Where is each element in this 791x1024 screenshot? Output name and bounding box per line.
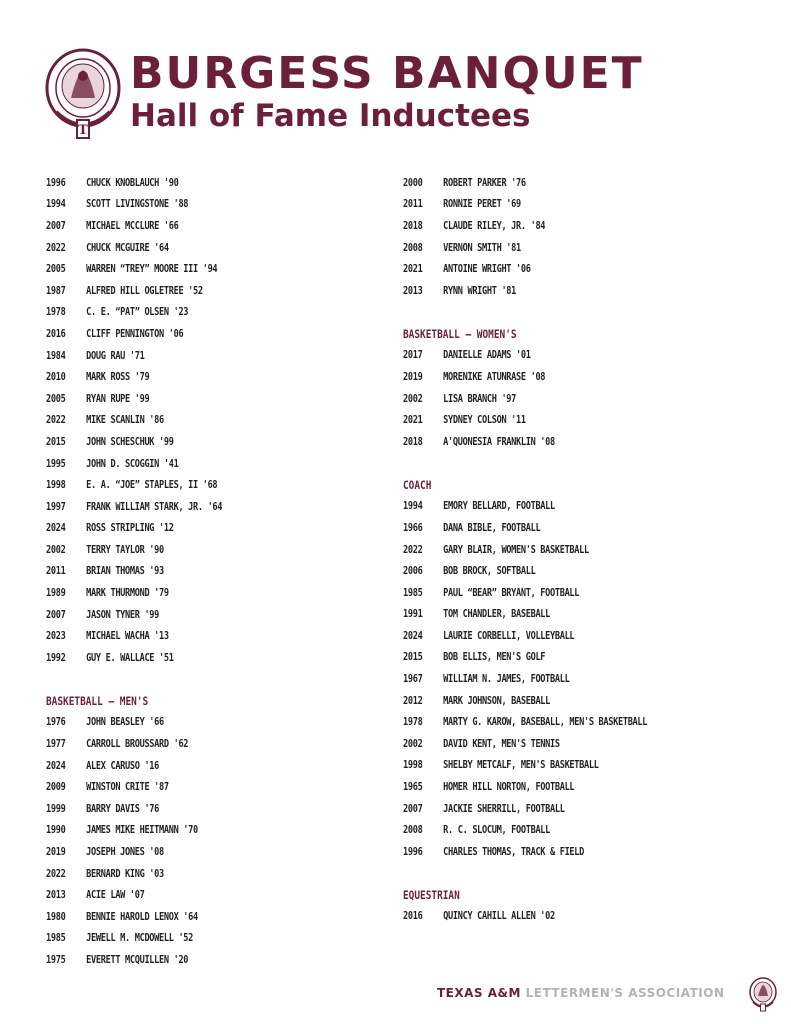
inductee-name: BENNIE HAROLD LENOX '64 bbox=[86, 910, 198, 923]
inductee-name: DAVID KENT, MEN'S TENNIS bbox=[443, 737, 560, 750]
inductee-name: MARK JOHNSON, BASEBALL bbox=[443, 694, 551, 707]
inductee-name: MIKE SCANLIN '86 bbox=[86, 414, 164, 427]
induction-year: 1998 bbox=[403, 759, 423, 772]
inductee-row bbox=[403, 582, 706, 604]
inductee-list-coach bbox=[403, 496, 773, 863]
footer-organization bbox=[437, 986, 724, 1000]
inductee-row bbox=[403, 517, 706, 539]
inductee-row bbox=[403, 215, 706, 237]
inductee-row bbox=[403, 776, 706, 798]
inductee-row bbox=[46, 258, 317, 280]
induction-year: 2002 bbox=[403, 392, 423, 405]
section-heading-mens-basketball: BASKETBALL – MEN'S bbox=[46, 693, 149, 708]
inductee-row bbox=[46, 604, 317, 626]
inductee-row bbox=[403, 755, 706, 777]
inductee-name: WILLIAM N. JAMES, FOOTBALL bbox=[443, 673, 570, 686]
inductee-row bbox=[403, 711, 706, 733]
inductee-row bbox=[46, 237, 317, 259]
induction-year: 2017 bbox=[403, 349, 423, 362]
induction-year: 2011 bbox=[403, 198, 423, 211]
inductee-name: GARY BLAIR, WOMEN'S BASKETBALL bbox=[443, 543, 589, 556]
induction-year: 2005 bbox=[46, 392, 66, 405]
section-heading-equestrian: EQUESTRIAN bbox=[403, 887, 460, 902]
induction-year: 1976 bbox=[46, 716, 66, 729]
inductee-name: GUY E. WALLACE '51 bbox=[86, 651, 174, 664]
inductee-row bbox=[46, 906, 317, 928]
induction-year: 1966 bbox=[403, 521, 423, 534]
inductee-name: RONNIE PERET '69 bbox=[443, 198, 521, 211]
inductee-name: BRIAN THOMAS '93 bbox=[86, 565, 164, 578]
inductee-row bbox=[46, 755, 317, 777]
induction-year: 1997 bbox=[46, 500, 66, 513]
inductee-name: CHUCK MCGUIRE '64 bbox=[86, 241, 169, 254]
inductee-list-mens-basketball bbox=[46, 712, 376, 971]
inductee-row bbox=[46, 582, 317, 604]
induction-year: 1980 bbox=[46, 910, 66, 923]
induction-year: 1992 bbox=[46, 651, 66, 664]
inductee-name: CLIFF PENNINGTON '06 bbox=[86, 327, 184, 340]
induction-year: 2010 bbox=[46, 371, 66, 384]
induction-year: 1995 bbox=[46, 457, 66, 470]
induction-year: 2008 bbox=[403, 241, 423, 254]
inductee-row bbox=[46, 949, 317, 971]
inductee-row bbox=[46, 776, 317, 798]
induction-year: 1977 bbox=[46, 738, 66, 751]
inductee-list-continued bbox=[403, 172, 773, 302]
inductee-name: WINSTON CRITE '87 bbox=[86, 781, 169, 794]
induction-year: 2008 bbox=[403, 824, 423, 837]
induction-year: 2007 bbox=[46, 608, 66, 621]
induction-year: 2013 bbox=[403, 284, 423, 297]
inductee-row bbox=[403, 258, 706, 280]
induction-year: 2016 bbox=[403, 910, 423, 923]
inductee-name: EMORY BELLARD, FOOTBALL bbox=[443, 500, 555, 513]
inductee-row bbox=[46, 388, 317, 410]
inductee-name: HOMER HILL NORTON, FOOTBALL bbox=[443, 781, 575, 794]
inductee-name: ROBERT PARKER '76 bbox=[443, 176, 526, 189]
inductee-row bbox=[46, 410, 317, 432]
induction-year: 2000 bbox=[403, 176, 423, 189]
inductee-row bbox=[46, 884, 317, 906]
induction-year: 2021 bbox=[403, 414, 423, 427]
induction-year: 1990 bbox=[46, 824, 66, 837]
inductee-row bbox=[403, 409, 706, 431]
inductee-row bbox=[46, 345, 317, 367]
inductee-name: PAUL “BEAR” BRYANT, FOOTBALL bbox=[443, 586, 580, 599]
induction-year: 2022 bbox=[403, 543, 423, 556]
inductee-name: SHELBY METCALF, MEN'S BASKETBALL bbox=[443, 759, 599, 772]
inductee-row bbox=[403, 431, 706, 453]
inductee-name: MARK ROSS '79 bbox=[86, 371, 150, 384]
inductee-name: JAMES MIKE HEITMANN '70 bbox=[86, 824, 198, 837]
inductee-row bbox=[46, 302, 317, 324]
induction-year: 1984 bbox=[46, 349, 66, 362]
induction-year: 2009 bbox=[46, 781, 66, 794]
inductee-row bbox=[403, 733, 706, 755]
induction-year: 2024 bbox=[46, 759, 66, 772]
inductee-row bbox=[403, 604, 706, 626]
inductee-name: CHARLES THOMAS, TRACK & FIELD bbox=[443, 845, 585, 858]
induction-year: 2016 bbox=[46, 327, 66, 340]
inductee-name: EVERETT MCQUILLEN '20 bbox=[86, 953, 189, 966]
inductee-row bbox=[403, 798, 706, 820]
inductee-name: LAURIE CORBELLI, VOLLEYBALL bbox=[443, 629, 575, 642]
induction-year: 2019 bbox=[46, 846, 66, 859]
inductee-row bbox=[403, 539, 706, 561]
inductee-row bbox=[46, 928, 317, 950]
inductee-row bbox=[46, 172, 317, 194]
inductee-row bbox=[46, 798, 317, 820]
induction-year: 2024 bbox=[403, 629, 423, 642]
footer-seal-icon bbox=[748, 976, 778, 1012]
inductee-row bbox=[46, 863, 317, 885]
inductee-name: MICHAEL MCCLURE '66 bbox=[86, 219, 179, 232]
induction-year: 2002 bbox=[403, 737, 423, 750]
inductee-name: RYNN WRIGHT '81 bbox=[443, 284, 517, 297]
inductee-name: RYAN RUPE '99 bbox=[86, 392, 150, 405]
inductee-name: BOB BROCK, SOFTBALL bbox=[443, 565, 536, 578]
induction-year: 1994 bbox=[46, 198, 66, 211]
induction-year: 2021 bbox=[403, 263, 423, 276]
inductee-name: MARK THURMOND '79 bbox=[86, 587, 169, 600]
inductee-name: BERNARD KING '03 bbox=[86, 867, 164, 880]
inductee-name: QUINCY CAHILL ALLEN '02 bbox=[443, 910, 555, 923]
inductee-row bbox=[46, 323, 317, 345]
footer-org-bold: TEXAS A&M bbox=[437, 986, 521, 1000]
inductee-row bbox=[46, 539, 317, 561]
inductee-name: ALFRED HILL OGLETREE '52 bbox=[86, 284, 203, 297]
induction-year: 2015 bbox=[403, 651, 423, 664]
inductee-name: A'QUONESIA FRANKLIN '08 bbox=[443, 435, 555, 448]
inductee-row bbox=[403, 280, 706, 302]
page-subtitle: Hall of Fame Inductees bbox=[130, 98, 531, 134]
inductee-row bbox=[46, 215, 317, 237]
induction-year: 2024 bbox=[46, 522, 66, 535]
induction-year: 2018 bbox=[403, 219, 423, 232]
inductee-row bbox=[403, 172, 706, 194]
inductee-name: MICHAEL WACHA '13 bbox=[86, 630, 169, 643]
inductee-row bbox=[46, 474, 317, 496]
induction-year: 2006 bbox=[403, 565, 423, 578]
inductee-name: DANIELLE ADAMS '01 bbox=[443, 349, 531, 362]
induction-year: 2022 bbox=[46, 414, 66, 427]
inductee-name: TOM CHANDLER, BASEBALL bbox=[443, 608, 551, 621]
inductee-row bbox=[46, 733, 317, 755]
inductee-name: DOUG RAU '71 bbox=[86, 349, 145, 362]
induction-year: 2007 bbox=[403, 802, 423, 815]
induction-year: 1991 bbox=[403, 608, 423, 621]
inductee-name: CHUCK KNOBLAUCH '90 bbox=[86, 176, 179, 189]
induction-year: 2022 bbox=[46, 241, 66, 254]
inductee-name: BOB ELLIS, MEN'S GOLF bbox=[443, 651, 546, 664]
inductee-name: CLAUDE RILEY, JR. '84 bbox=[443, 219, 546, 232]
inductee-name: E. A. “JOE” STAPLES, II '68 bbox=[86, 479, 218, 492]
inductee-row bbox=[46, 496, 317, 518]
inductee-row bbox=[403, 841, 706, 863]
inductee-name: JEWELL M. MCDOWELL '52 bbox=[86, 932, 194, 945]
association-seal-logo bbox=[44, 46, 122, 142]
inductee-name: ACIE LAW '07 bbox=[86, 889, 145, 902]
inductee-row bbox=[403, 906, 706, 928]
inductee-list-equestrian bbox=[403, 906, 773, 928]
induction-year: 2023 bbox=[46, 630, 66, 643]
inductee-name: JOHN SCHESCHUK '99 bbox=[86, 435, 174, 448]
induction-year: 2022 bbox=[46, 867, 66, 880]
inductee-row bbox=[46, 712, 317, 734]
inductee-name: LISA BRANCH '97 bbox=[443, 392, 517, 405]
induction-year: 2013 bbox=[46, 889, 66, 902]
induction-year: 1996 bbox=[403, 845, 423, 858]
inductee-row bbox=[403, 690, 706, 712]
inductee-name: CARROLL BROUSSARD '62 bbox=[86, 738, 189, 751]
induction-year: 2005 bbox=[46, 263, 66, 276]
induction-year: 1996 bbox=[46, 176, 66, 189]
inductee-row bbox=[46, 625, 317, 647]
inductee-row bbox=[46, 841, 317, 863]
inductee-row bbox=[46, 431, 317, 453]
inductee-name: ROSS STRIPLING '12 bbox=[86, 522, 174, 535]
inductee-name: MARTY G. KAROW, BASEBALL, MEN'S BASKETBALL bbox=[443, 716, 648, 729]
inductee-row bbox=[403, 560, 706, 582]
inductee-row bbox=[46, 366, 317, 388]
inductee-name: SCOTT LIVINGSTONE '88 bbox=[86, 198, 189, 211]
induction-year: 1998 bbox=[46, 479, 66, 492]
inductee-name: ANTOINE WRIGHT '06 bbox=[443, 263, 531, 276]
inductee-row bbox=[403, 625, 706, 647]
inductee-row bbox=[46, 453, 317, 475]
induction-year: 1978 bbox=[46, 306, 66, 319]
footer-org-light: LETTERMEN'S ASSOCIATION bbox=[525, 986, 725, 1000]
inductee-row bbox=[403, 496, 706, 518]
inductee-row bbox=[403, 194, 706, 216]
inductee-name: C. E. “PAT” OLSEN '23 bbox=[86, 306, 189, 319]
inductee-name: WARREN “TREY” MOORE III '94 bbox=[86, 263, 218, 276]
induction-year: 1967 bbox=[403, 673, 423, 686]
induction-year: 2011 bbox=[46, 565, 66, 578]
section-heading-coach: COACH bbox=[403, 477, 432, 492]
inductee-row bbox=[46, 280, 317, 302]
induction-year: 2002 bbox=[46, 543, 66, 556]
induction-year: 1987 bbox=[46, 284, 66, 297]
induction-year: 2015 bbox=[46, 435, 66, 448]
inductee-name: VERNON SMITH '81 bbox=[443, 241, 521, 254]
inductee-row bbox=[403, 345, 706, 367]
inductee-name: SYDNEY COLSON '11 bbox=[443, 414, 526, 427]
page-title: BURGESS BANQUET bbox=[130, 48, 644, 99]
inductee-row bbox=[403, 237, 706, 259]
inductee-name: FRANK WILLIAM STARK, JR. '64 bbox=[86, 500, 223, 513]
induction-year: 1985 bbox=[403, 586, 423, 599]
inductee-row bbox=[46, 647, 317, 669]
inductee-list bbox=[46, 172, 376, 669]
induction-year: 1989 bbox=[46, 587, 66, 600]
inductee-name: JOSEPH JONES '08 bbox=[86, 846, 164, 859]
section-heading-womens-basketball: BASKETBALL – WOMEN'S bbox=[403, 326, 517, 341]
inductee-name: BARRY DAVIS '76 bbox=[86, 802, 160, 815]
right-column bbox=[403, 172, 773, 927]
inductee-name: JACKIE SHERRILL, FOOTBALL bbox=[443, 802, 565, 815]
induction-year: 2018 bbox=[403, 435, 423, 448]
inductee-name: R. C. SLOCUM, FOOTBALL bbox=[443, 824, 551, 837]
induction-year: 1975 bbox=[46, 953, 66, 966]
inductee-name: DANA BIBLE, FOOTBALL bbox=[443, 521, 541, 534]
inductee-name: JOHN D. SCOGGIN '41 bbox=[86, 457, 179, 470]
induction-year: 1978 bbox=[403, 716, 423, 729]
inductee-row bbox=[403, 647, 706, 669]
induction-year: 1965 bbox=[403, 781, 423, 794]
inductee-name: JASON TYNER '99 bbox=[86, 608, 160, 621]
inductee-row bbox=[403, 366, 706, 388]
inductee-row bbox=[403, 668, 706, 690]
inductee-row bbox=[46, 194, 317, 216]
induction-year: 2019 bbox=[403, 370, 423, 383]
inductee-list-womens-basketball bbox=[403, 345, 773, 453]
induction-year: 1994 bbox=[403, 500, 423, 513]
inductee-row bbox=[46, 518, 317, 540]
svg-text:T: T bbox=[78, 123, 88, 138]
induction-year: 2007 bbox=[46, 219, 66, 232]
left-column bbox=[46, 172, 376, 971]
inductee-row bbox=[403, 388, 706, 410]
induction-year: 1985 bbox=[46, 932, 66, 945]
induction-year: 1999 bbox=[46, 802, 66, 815]
inductee-row bbox=[403, 819, 706, 841]
inductee-name: TERRY TAYLOR '90 bbox=[86, 543, 164, 556]
inductee-name: MORENIKE ATUNRASE '08 bbox=[443, 370, 546, 383]
inductee-name: ALEX CARUSO '16 bbox=[86, 759, 160, 772]
inductee-name: JOHN BEASLEY '66 bbox=[86, 716, 164, 729]
inductee-row bbox=[46, 561, 317, 583]
induction-year: 2012 bbox=[403, 694, 423, 707]
inductee-row bbox=[46, 820, 317, 842]
